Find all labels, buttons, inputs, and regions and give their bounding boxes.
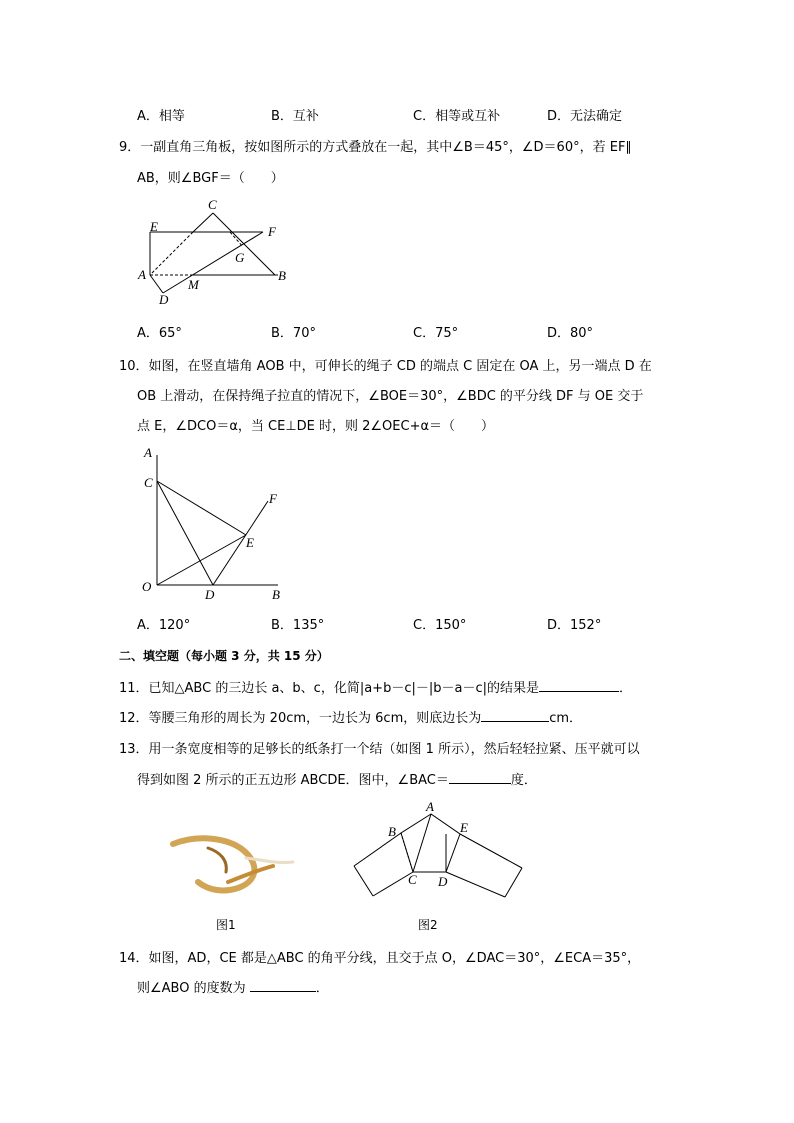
q9-label-b: B (278, 268, 286, 283)
q10-text-line3: 点 E，∠DCO＝α，当 CE⊥DE 时，则 2∠OEC+α＝（ ） (137, 419, 495, 434)
q11-text: 11．已知△ABC 的三边长 a、b、c，化简|a+b－c|－|b－a－c|的结果是 (119, 681, 539, 696)
q12-line (119, 707, 582, 726)
q8-option-a: A．相等 (137, 109, 185, 124)
q12-answer-blank[interactable] (481, 709, 549, 722)
q9-figure (135, 195, 295, 305)
q9-label-f: F (268, 224, 276, 239)
q11-answer-blank[interactable] (539, 679, 619, 692)
q9-label-m: M (188, 277, 199, 292)
q9-option-a: A．65° (137, 326, 182, 341)
q13-figure1-caption: 图1 (216, 918, 236, 932)
q13-figure2-caption: 图2 (418, 918, 438, 932)
q11-line (119, 677, 632, 696)
q13-end: 度． (510, 773, 537, 788)
q13-fig2-label-a: A (426, 799, 434, 814)
q14-text-line1: 14．如图，AD，CE 都是△ABC 的角平分线，且交于点 O，∠DAC＝30°，∠ECA＝35°， (119, 951, 641, 966)
q9-label-d: D (159, 292, 169, 307)
q10-option-c: C．150° (413, 618, 467, 633)
q10-label-o: O (142, 579, 152, 594)
q9-label-a: A (138, 267, 146, 282)
q11-end: ． (618, 681, 632, 696)
q8-option-c: C．相等或互补 (413, 109, 501, 124)
q10-option-a: A．120° (137, 618, 191, 633)
q10-label-b: B (272, 587, 280, 602)
q9-option-c: C．75° (413, 326, 459, 341)
q10-label-f: F (269, 491, 277, 506)
q8-option-b: B．互补 (271, 109, 319, 124)
q13-fig2-label-b: B (388, 824, 396, 839)
q14-end: ． (315, 981, 329, 996)
q10-figure (138, 443, 298, 608)
q9-option-b: B．70° (271, 326, 316, 341)
q9-label-c: C (208, 197, 217, 212)
q10-label-d: D (205, 587, 215, 602)
q10-option-b: B．135° (271, 618, 325, 633)
q9-label-g: G (235, 250, 245, 265)
q9-label-e: E (150, 219, 158, 234)
q13-fig2-label-d: D (438, 874, 448, 889)
q12-end: cm． (549, 711, 583, 726)
q13-fig2-label-c: C (408, 872, 417, 887)
q13-fig2-label-e: E (460, 820, 468, 835)
q14-line2 (137, 977, 329, 996)
section-heading-fill-in: 二、填空题（每小题 3 分，共 15 分） (119, 649, 329, 663)
q8-option-d: D．无法确定 (547, 109, 623, 124)
q10-option-d: D．152° (547, 618, 602, 633)
q13-text-line2: 得到如图 2 所示的正五边形 ABCDE．图中，∠BAC＝ (137, 773, 449, 788)
q13-line2 (137, 769, 537, 788)
q10-label-e: E (246, 535, 254, 550)
q13-figure2-pentagon (350, 800, 530, 910)
q9-text-line2: AB，则∠BGF＝（ ） (137, 171, 284, 186)
q14-answer-blank[interactable] (250, 979, 316, 992)
q13-figure1-knot-image (168, 830, 298, 900)
q14-text-line2: 则∠ABO 的度数为 (137, 981, 246, 996)
q9-text-line1: 9．一副直角三角板，按如图所示的方式叠放在一起，其中∠B＝45°，∠D＝60°，若 EF∥ (119, 140, 632, 155)
q10-text-line2: OB 上滑动，在保持绳子拉直的情况下，∠BOE＝30°，∠BDC 的平分线 DF 与 OE 交于 (137, 389, 644, 404)
q10-label-a: A (144, 445, 152, 460)
q13-answer-blank[interactable] (449, 771, 511, 784)
q10-text-line1: 10．如图，在竖直墙角 AOB 中，可伸长的绳子 CD 的端点 C 固定在 OA 上，另一端点 D 在 (119, 359, 652, 374)
q9-option-d: D．80° (547, 326, 594, 341)
q12-text: 12．等腰三角形的周长为 20cm，一边长为 6cm，则底边长为 (119, 711, 482, 726)
q10-label-c: C (144, 475, 153, 490)
q13-text-line1: 13．用一条宽度相等的足够长的纸条打一个结（如图 1 所示），然后轻轻拉紧、压平就可以 (119, 742, 640, 757)
